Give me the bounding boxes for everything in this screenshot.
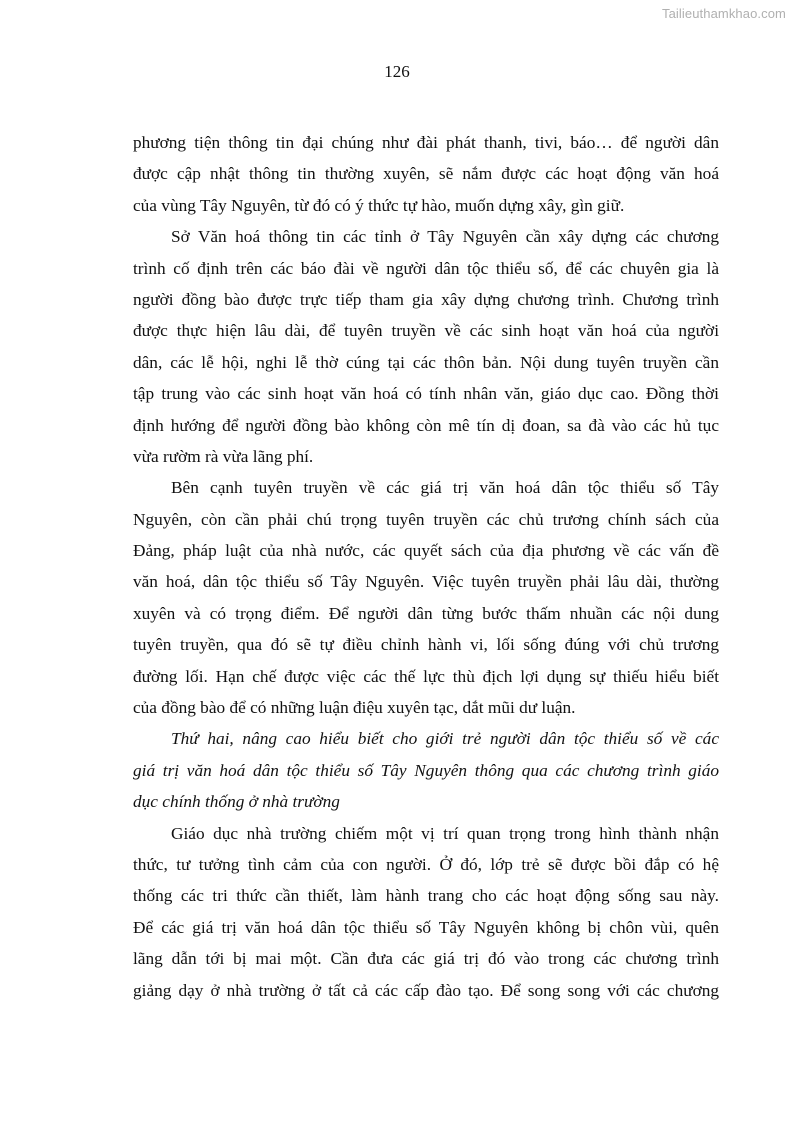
- text-line: Sở Văn hoá thông tin các tỉnh ở Tây Nguyên cần xây dựng các chương: [171, 227, 719, 247]
- heading-line: Thứ hai, nâng cao hiểu biết cho giới trẻ người dân tộc thiểu số về các: [171, 729, 719, 749]
- text-line: Nguyên, còn cần phải chú trọng tuyên truyền các chủ trương chính sách của: [133, 509, 719, 529]
- text-line: định hướng để người đồng bào không còn mê tín dị đoan, sa đà vào các hủ tục: [133, 415, 719, 435]
- text-line: phương tiện thông tin đại chúng như đài phát thanh, tivi, báo… để người dân: [133, 133, 719, 152]
- text-line: thức, tư tưởng tình cảm của con người. Ở đó, lớp trẻ sẽ được bồi đắp có hệ: [133, 854, 719, 874]
- paragraph-4: [133, 818, 719, 1006]
- paragraph-3: [133, 472, 719, 723]
- text-line: Bên cạnh tuyên truyền về các giá trị văn hoá dân tộc thiểu số Tây: [171, 478, 719, 498]
- text-line: văn hoá, dân tộc thiểu số Tây Nguyên. Việc tuyên truyền phải lâu dài, thường: [133, 572, 719, 592]
- text-line: Đảng, pháp luật của nhà nước, các quyết sách của địa phương về các vấn đề: [133, 541, 719, 561]
- text-line: Để các giá trị văn hoá dân tộc thiểu số Tây Nguyên không bị chôn vùi, quên: [133, 917, 719, 937]
- paragraph-1: [133, 127, 719, 221]
- heading-line: dục chính thống ở nhà trường: [133, 792, 340, 812]
- text-line: được cập nhật thông tin thường xuyên, sẽ nắm được các hoạt động văn hoá: [133, 164, 719, 184]
- text-line: của vùng Tây Nguyên, từ đó có ý thức tự hào, muốn dựng xây, gìn giữ.: [133, 195, 625, 215]
- heading-line: giá trị văn hoá dân tộc thiểu số Tây Nguyên thông qua các chương trình giáo: [133, 760, 719, 780]
- page-number: 126: [384, 62, 410, 81]
- text-line: xuyên và có trọng điểm. Để người dân từng bước thấm nhuần các nội dung: [133, 603, 719, 623]
- text-line: tuyên truyền, qua đó sẽ tự điều chỉnh hành vi, lối sống đúng với chủ trương: [133, 635, 719, 655]
- text-line: Giáo dục nhà trường chiếm một vị trí quan trọng trong hình thành nhận: [171, 823, 719, 843]
- paragraph-2: [133, 221, 719, 472]
- text-line: được thực hiện lâu dài, để tuyên truyền về các sinh hoạt văn hoá của người: [133, 321, 719, 341]
- text-line: lãng dẫn tới bị mai một. Cần đưa các giá trị đó vào trong các chương trình: [133, 949, 719, 969]
- document-body: [133, 127, 719, 1006]
- text-line: người đồng bào được trực tiếp tham gia xây dựng chương trình. Chương trình: [133, 289, 719, 309]
- text-line: trình cố định trên các báo đài về người dân tộc thiểu số, để các chuyên gia là: [133, 258, 719, 278]
- text-line: thống các tri thức cần thiết, làm hành trang cho các hoạt động sống sau này.: [133, 886, 719, 906]
- text-line: giảng dạy ở nhà trường ở tất cả các cấp đào tạo. Để song song với các chương: [133, 980, 719, 1000]
- section-heading: [133, 723, 719, 817]
- text-line: tập trung vào các sinh hoạt văn hoá có tính nhân văn, giáo dục cao. Đồng thời: [133, 384, 719, 404]
- text-line: vừa rườm rà vừa lãng phí.: [133, 446, 314, 466]
- text-line: đường lối. Hạn chế được việc các thế lực thù địch lợi dụng sự thiếu hiểu biết: [133, 666, 719, 686]
- watermark: Tailieuthamkhao.com: [661, 6, 786, 21]
- text-line: dân, các lễ hội, nghi lễ thờ cúng tại các thôn bản. Nội dung tuyên truyền cần: [133, 352, 719, 372]
- text-line: của đồng bào để có những luận điệu xuyên tạc, dắt mũi dư luận.: [133, 698, 576, 718]
